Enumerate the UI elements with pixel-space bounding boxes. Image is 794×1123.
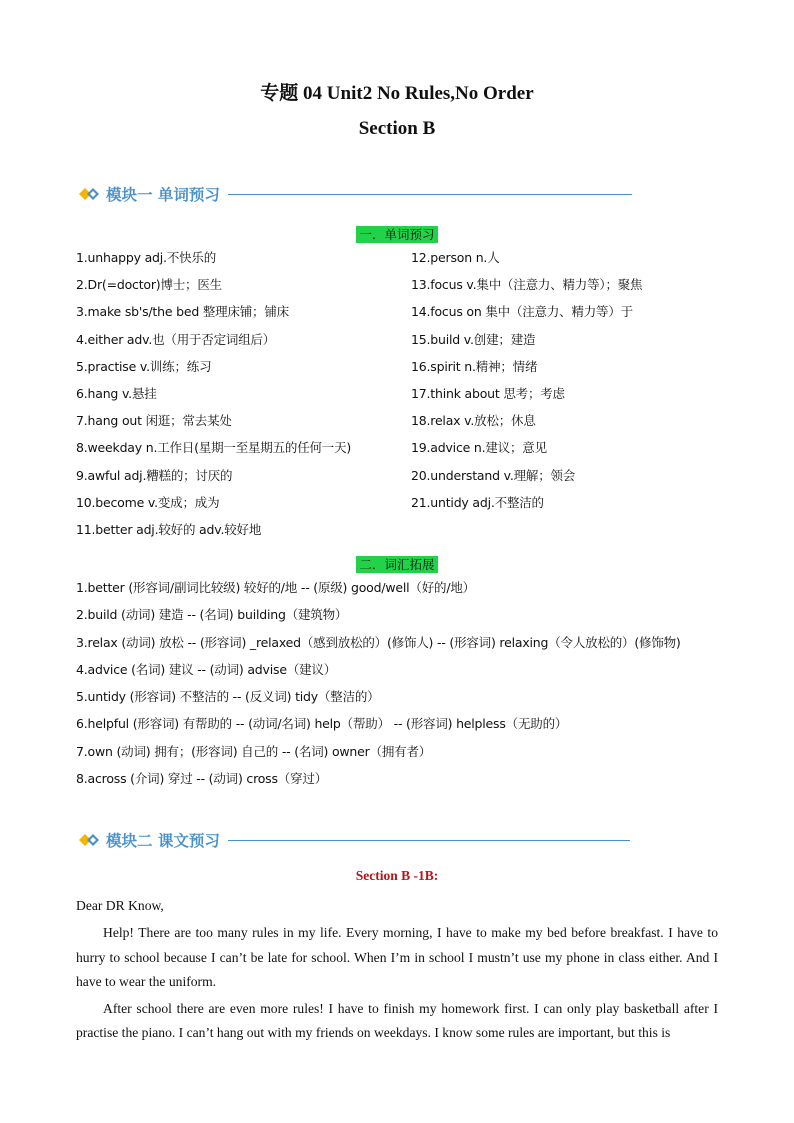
- expansion-item: 3.relax (动词) 放松 -- (形容词) _relaxed（感到放松的）(修饰人) -- (形容词) relaxing（令人放松的）(修饰物): [76, 634, 681, 650]
- expansion-item: 4.advice (名词) 建议 -- (动词) advise（建议）: [76, 661, 337, 677]
- double-diamond-icon: [78, 186, 104, 202]
- module-label: 模块二 课文预习: [106, 832, 220, 850]
- vocab-item: 12.person n.人: [411, 250, 500, 265]
- paragraph: Help! There are too many rules in my life. Every morning, I have to make my bed before breakfast. I have to hurry to school because I can’t be late for school. When I’m in school I mustn’t use my phone in class either. And I have to wear the uniform.: [76, 925, 718, 989]
- vocab-item: 6.hang v.悬挂: [76, 385, 157, 401]
- vocab-item: 19.advice n.建议；意见: [411, 440, 547, 456]
- vocab-item: 16.spirit n.精神；情绪: [411, 358, 538, 374]
- vocab-item: 21.untidy adj.不整洁的: [411, 494, 544, 510]
- expansion-item: 2.build (动词) 建造 -- (名词) building（建筑物）: [76, 607, 348, 623]
- expansion-item: 8.across (介词) 穿过 -- (动词) cross（穿过）: [76, 771, 328, 787]
- vocab-item: 14.focus on 集中（注意力、精力等）于: [411, 304, 633, 320]
- module-divider: [228, 840, 630, 841]
- expansion-item: 6.helpful (形容词) 有帮助的 -- (动词/名词) help（帮助） -- (形容词) helpless（无助的）: [76, 716, 568, 732]
- expansion-item: 5.untidy (形容词) 不整洁的 -- (反义词) tidy（整洁的）: [76, 689, 380, 705]
- vocab-item: 13.focus v.集中（注意力、精力等）；聚焦: [411, 277, 643, 293]
- expansion-list: [76, 574, 718, 792]
- expansion-item: 7.own (动词) 拥有；(形容词) 自己的 -- (名词) owner（拥有者）: [76, 743, 432, 759]
- section-heading-expansion: 二．词汇拓展: [0, 554, 794, 573]
- vocab-item: 3.make sb's/the bed 整理床铺；铺床: [76, 304, 289, 320]
- vocab-item: 11.better adj.较好的 adv.较好地: [76, 521, 262, 537]
- section-heading-vocab: 一．单词预习: [0, 224, 794, 243]
- vocab-item: 7.hang out 闲逛；常去某处: [76, 413, 232, 429]
- letter-text: [76, 894, 718, 1046]
- vocab-item: 9.awful adj.糟糕的；讨厌的: [76, 467, 233, 483]
- vocab-item: 15.build v.创建；建造: [411, 331, 536, 347]
- vocab-list-left: [76, 244, 351, 543]
- vocab-item: 18.relax v.放松；休息: [411, 413, 536, 429]
- vocab-item: 2.Dr(=doctor)博士；医生: [76, 277, 222, 293]
- vocab-item: 10.become v.变成；成为: [76, 494, 220, 510]
- section-title: Section B -1B:: [355, 868, 439, 883]
- module-header-2: [78, 830, 630, 850]
- module-header-1: [78, 184, 632, 204]
- double-diamond-icon: [78, 832, 104, 848]
- vocab-item: 1.unhappy adj.不快乐的: [76, 250, 217, 265]
- module-divider: [228, 194, 632, 195]
- paragraph: After school there are even more rules! I have to finish my homework first. I can only play basketball after I practise the piano. I can’t hang out with my friends on weekdays. I know some rules are important, but this is: [76, 1001, 718, 1041]
- page-subtitle: Section B: [358, 118, 436, 139]
- vocab-list-right: [411, 244, 642, 516]
- expansion-item: 1.better (形容词/副词比较级) 较好的/地 -- (原级) good/well（好的/地）: [76, 580, 475, 595]
- salutation: Dear DR Know,: [76, 898, 164, 913]
- vocab-item: 17.think about 思考；考虑: [411, 385, 565, 401]
- page-title: 专题 04 Unit2 No Rules,No Order: [260, 83, 534, 104]
- vocab-item: 8.weekday n.工作日(星期一至星期五的任何一天): [76, 440, 352, 456]
- vocab-item: 5.practise v.训练；练习: [76, 358, 212, 374]
- vocab-item: 20.understand v.理解；领会: [411, 467, 576, 483]
- module-label: 模块一 单词预习: [106, 186, 220, 204]
- vocab-item: 4.either adv.也（用于否定词组后）: [76, 331, 276, 347]
